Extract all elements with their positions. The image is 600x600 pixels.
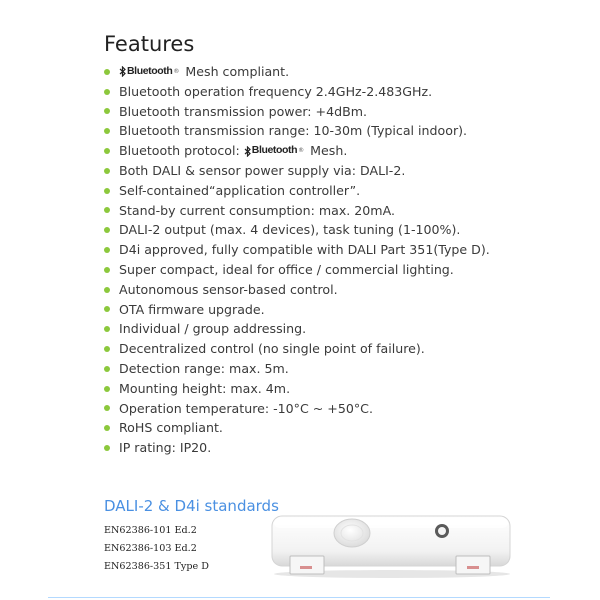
- feature-text: Stand-by current consumption: max. 20mA.: [119, 202, 395, 218]
- feature-item: [100, 141, 490, 161]
- bullet-icon: [104, 148, 110, 154]
- bullet-icon: [104, 287, 110, 293]
- bullet-icon: [104, 227, 110, 233]
- feature-text: Mounting height: max. 4m.: [119, 380, 291, 396]
- bluetooth-icon: [119, 66, 126, 77]
- features-list: [100, 62, 490, 458]
- feature-item: [100, 379, 490, 399]
- bullet-icon: [104, 188, 110, 194]
- bullet-icon: [104, 425, 110, 431]
- feature-item: [100, 399, 490, 419]
- bullet-icon: [104, 386, 110, 392]
- feature-item: [100, 102, 490, 122]
- bullet-icon: [104, 405, 110, 411]
- bullet-icon: [104, 445, 110, 451]
- feature-item: [100, 418, 490, 438]
- feature-item: [100, 359, 490, 379]
- feature-text: Mesh compliant.: [181, 64, 290, 79]
- feature-text: RoHS compliant.: [119, 420, 223, 436]
- feature-item: [100, 280, 490, 300]
- feature-item: [100, 438, 490, 458]
- feature-item: [100, 319, 490, 339]
- feature-item: [100, 300, 490, 320]
- feature-text: Decentralized control (no single point of failure).: [119, 341, 425, 357]
- standard-item: EN62386-351 Type D: [104, 561, 209, 572]
- feature-text-after: Mesh.: [306, 143, 348, 159]
- feature-item: [100, 121, 490, 141]
- feature-text: Detection range: max. 5m.: [119, 360, 289, 376]
- bullet-icon: [104, 128, 110, 134]
- feature-text: Both DALI & sensor power supply via: DALI-2.: [119, 162, 406, 178]
- feature-item: [100, 201, 490, 221]
- bullet-icon: [104, 346, 110, 352]
- standard-item: EN62386-101 Ed.2: [104, 525, 197, 536]
- feature-text: Super compact, ideal for office / commercial lighting.: [119, 261, 454, 277]
- feature-item: [100, 339, 490, 359]
- bullet-icon: [104, 267, 110, 273]
- bullet-icon: [104, 207, 110, 213]
- feature-item: [100, 82, 490, 102]
- standards-heading: DALI-2 & D4i standards: [104, 497, 279, 516]
- bullet-icon: [104, 168, 110, 174]
- features-heading: Features: [104, 32, 195, 57]
- bullet-icon: [104, 247, 110, 253]
- bluetooth-logo: Bluetooth ®: [119, 62, 179, 82]
- standard-item: EN62386-103 Ed.2: [104, 543, 197, 554]
- bullet-icon: [104, 69, 110, 75]
- feature-item: [100, 62, 490, 82]
- bullet-icon: [104, 108, 110, 114]
- bullet-icon: [104, 326, 110, 332]
- feature-item: [100, 240, 490, 260]
- bluetooth-icon: [244, 146, 251, 157]
- feature-text: IP rating: IP20.: [119, 440, 212, 456]
- feature-item: [100, 181, 490, 201]
- feature-text: Individual / group addressing.: [119, 321, 307, 337]
- feature-text: Bluetooth protocol:: [119, 143, 244, 159]
- bullet-icon: [104, 366, 110, 372]
- feature-item: [100, 260, 490, 280]
- feature-text: Bluetooth transmission power: +4dBm.: [119, 103, 368, 119]
- bullet-icon: [104, 306, 110, 312]
- feature-text: OTA firmware upgrade.: [119, 301, 265, 317]
- feature-text: Operation temperature: -10°C ~ +50°C.: [119, 400, 373, 416]
- feature-text: Bluetooth operation frequency 2.4GHz-2.483GHz.: [119, 83, 433, 99]
- divider: [48, 597, 550, 598]
- feature-item: [100, 220, 490, 240]
- standards-list: [104, 522, 209, 576]
- feature-text: DALI-2 output (max. 4 devices), task tuning (1-100%).: [119, 222, 461, 238]
- feature-text: Autonomous sensor-based control.: [119, 281, 338, 297]
- sensor-device-image: [268, 506, 516, 580]
- feature-text: Bluetooth transmission range: 10-30m (Typical indoor).: [119, 123, 468, 139]
- feature-text: Self-contained“application controller”.: [119, 182, 361, 198]
- feature-text: D4i approved, fully compatible with DALI Part 351(Type D).: [119, 242, 490, 258]
- bullet-icon: [104, 89, 110, 95]
- bluetooth-logo: Bluetooth ®: [244, 141, 304, 161]
- feature-item: [100, 161, 490, 181]
